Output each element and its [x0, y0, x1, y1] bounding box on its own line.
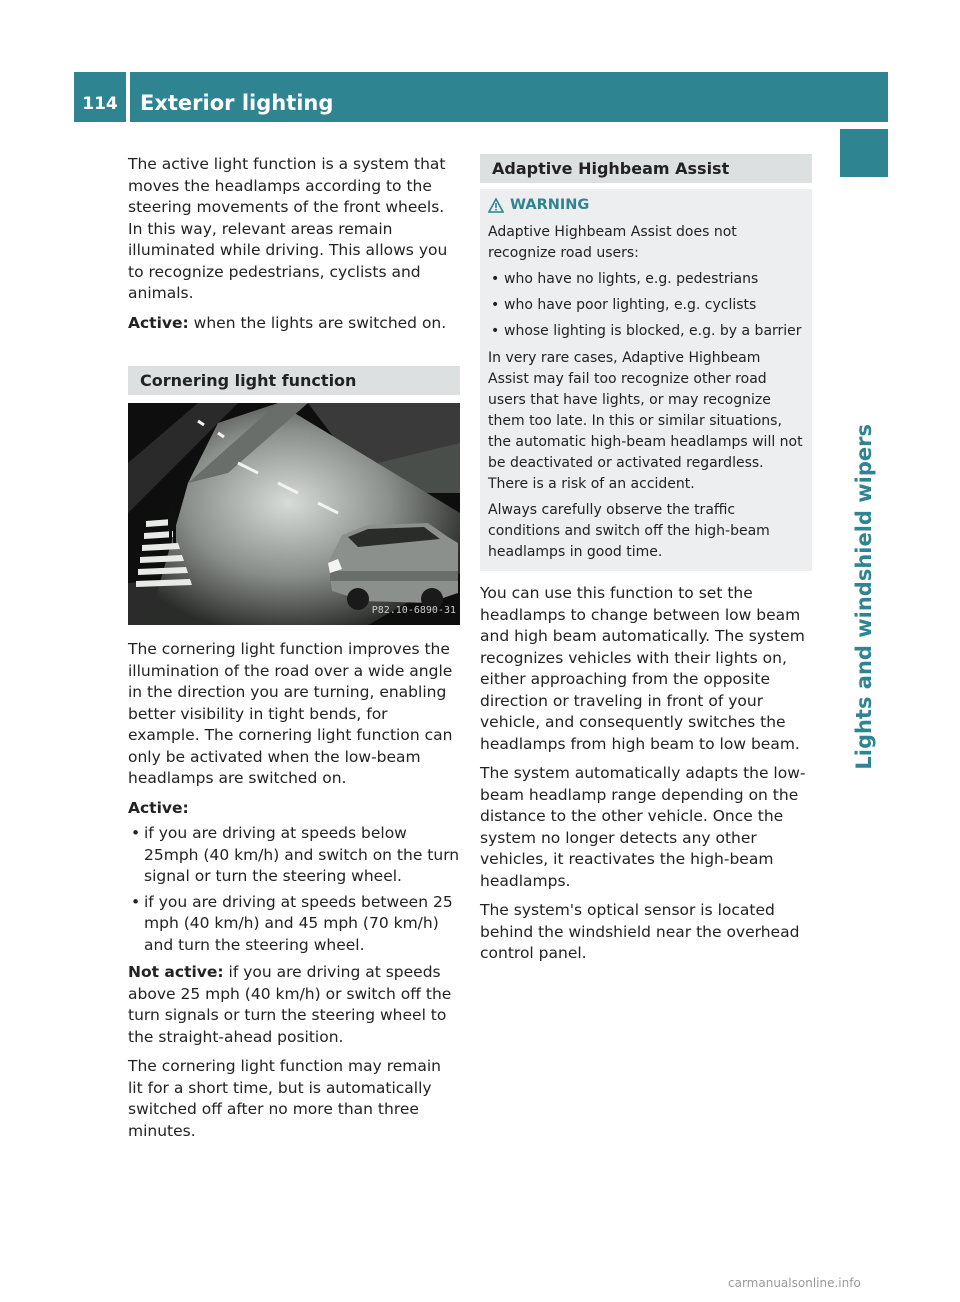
not-active-text: if you are driving at speeds above 25 mph (40 km/h) or switch off the turn signals or turn the steering wheel to the straight-ahead position.	[128, 963, 452, 1046]
warning-box	[480, 189, 812, 571]
left-column	[128, 154, 460, 1150]
page-number: 114	[82, 94, 118, 114]
figure-code: P82.10-6890-31	[371, 604, 456, 616]
active-label: Active:	[128, 313, 189, 332]
cornering-light-illustration	[128, 403, 460, 625]
side-tab-marker	[840, 129, 888, 177]
section-heading-highbeam: Adaptive Highbeam Assist	[480, 154, 812, 183]
auto-switch-off-paragraph: The cornering light function may remain lit for a short time, but is automatically switched off after no more than three minutes.	[128, 1057, 442, 1140]
list-item: • if you are driving at speeds below 25mph (40 km/h) and switch on the turn signal or turn the steering wheel.	[128, 823, 460, 888]
active-heading	[128, 798, 460, 820]
footer-watermark: carmanualsonline.info	[728, 1276, 861, 1290]
night-intersection-graphic	[128, 403, 460, 625]
section-heading-cornering: Cornering light function	[128, 366, 460, 395]
list-item: • whose lighting is blocked, e.g. by a barrier	[488, 321, 804, 342]
list-item: • if you are driving at speeds between 25 mph (40 km/h) and 45 mph (70 km/h) and turn the steering wheel.	[128, 892, 460, 957]
list-item: • who have poor lighting, e.g. cyclists	[488, 295, 804, 316]
warning-paragraph: In very rare cases, Adaptive Highbeam Assist may fail too recognize other road users that have lights, or may recognize them too late. In this or similar situations, the automatic high-beam headlamps will not be deactivated or activated regardless. There is a risk of an accident.	[488, 350, 803, 492]
side-chapter-label	[840, 180, 888, 770]
warning-triangle-icon	[488, 198, 504, 213]
right-column	[480, 154, 812, 973]
not-active-paragraph	[128, 962, 460, 1048]
pedestrian-figure	[168, 503, 176, 543]
warning-title	[488, 195, 804, 216]
header-divider	[126, 72, 130, 122]
active-lights-paragraph	[128, 313, 460, 335]
not-active-label: Not active:	[128, 963, 224, 981]
active-text: when the lights are switched on.	[188, 313, 447, 332]
active2-label: Active:	[128, 798, 189, 817]
active-conditions-list	[128, 823, 460, 956]
chapter-title: Exterior lighting	[140, 91, 334, 115]
list-item: • who have no lights, e.g. pedestrians	[488, 269, 804, 290]
warning-paragraph: Always carefully observe the traffic conditions and switch off the high-beam headlamps in good time.	[488, 502, 770, 560]
warning-intro: Adaptive Highbeam Assist does not recognize road users:	[488, 224, 737, 261]
warning-list	[488, 269, 804, 342]
sensor-location-paragraph: The system's optical sensor is located behind the windshield near the overhead control panel.	[480, 901, 800, 962]
lowbeam-range-paragraph: The system automatically adapts the low-beam headlamp range depending on the distance to the other vehicle. Once the system no longer detects any other vehicles, it reactivates the high-beam headlamps.	[480, 764, 806, 890]
car-figure	[328, 523, 458, 610]
intro-paragraph: The active light function is a system that moves the headlamps according to the steering movements of the front wheels. In this way, relevant areas remain illuminated while driving. This allows you to recognize pedestrians, cyclists and animals.	[128, 155, 448, 302]
cornering-description: The cornering light function improves the illumination of the road over a wide angle in the direction you are turning, enabling better visibility in tight bends, for example. The cornering light function can only be activated when the low-beam headlamps are switched on.	[128, 640, 453, 787]
highbeam-description: You can use this function to set the headlamps to change between low beam and high beam automatically. The system recognizes vehicles with their lights on, either approaching from the opposite direction or traveling in front of your vehicle, and consequently switches the headlamps from high beam to low beam.	[480, 584, 805, 753]
side-chapter-label-text: Lights and windshield wipers	[852, 424, 876, 770]
warning-title-text: WARNING	[510, 197, 590, 213]
